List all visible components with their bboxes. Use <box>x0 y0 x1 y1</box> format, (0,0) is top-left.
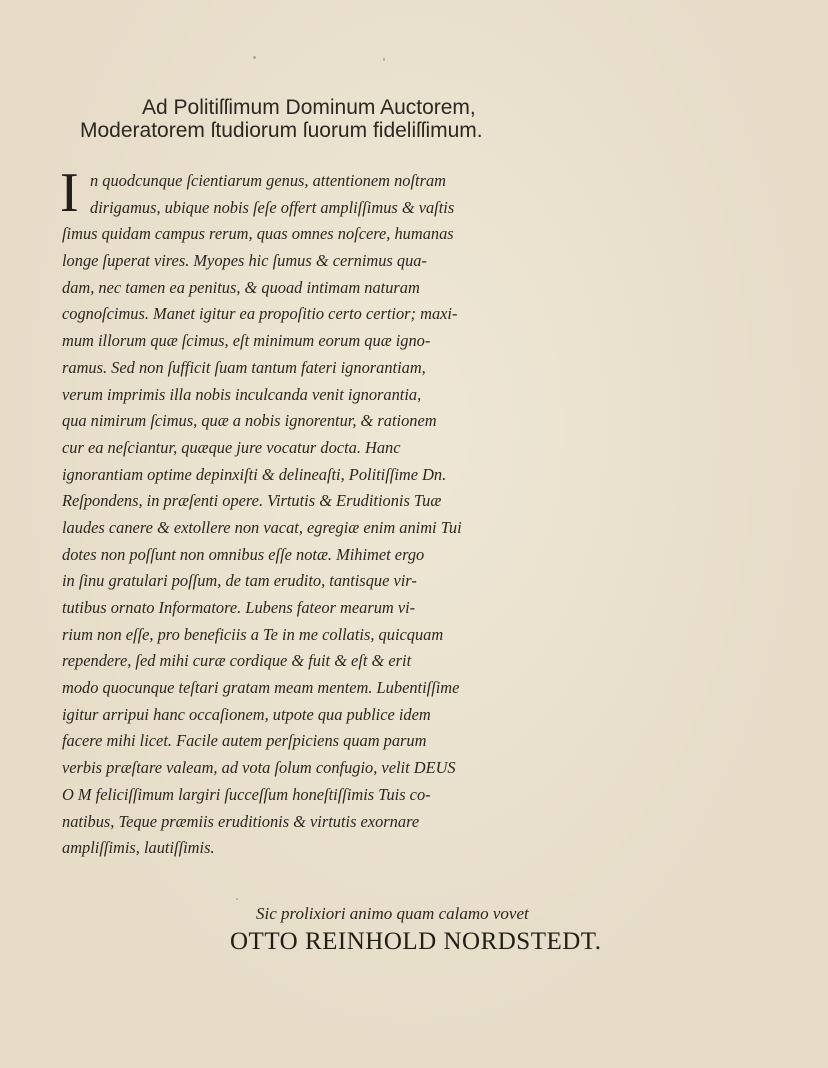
body-line: Reſpondens, in præſenti opere. Virtutis & Eruditionis Tuæ <box>62 491 442 511</box>
body-line: ignorantiam optime depinxiſti & delineaſti, Politiſſime Dn. <box>62 464 447 484</box>
body-line: O M feliciſſimum largiri ſucceſſum honeſtiſſimis Tuis co- <box>62 784 431 804</box>
body-line: verum imprimis illa nobis inculcanda venit ignorantia, <box>62 384 422 404</box>
body-line: n quodcunque ſcientiarum genus, attentionem noſtram <box>90 171 446 190</box>
body-line: ſimus quidam campus rerum, quas omnes noſcere, humanas <box>62 224 454 244</box>
body-line: igitur arripui hanc occaſionem, utpote qua publice idem <box>62 704 431 724</box>
body-line: ampliſſimis, lautiſſimis. <box>62 838 215 858</box>
closing-line: Sic prolixiori animo quam calamo vovet <box>256 904 529 923</box>
body-line: dam, nec tamen ea penitus, & quoad intimam naturam <box>62 277 420 297</box>
author-signature: OTTO REINHOLD NORDSTEDT. <box>230 928 602 955</box>
body-line: dirigamus, ubique nobis ſeſe offert ampliſſimus & vaſtis <box>90 197 455 217</box>
drop-cap: I <box>60 162 79 224</box>
body-line: mum illorum quæ ſcimus, eſt minimum eorum quæ igno- <box>62 331 431 351</box>
body-line: ramus. Sed non ſufficit ſuam tantum fateri ignorantiam, <box>62 357 426 377</box>
body-line: natibus, Teque præmiis eruditionis & virtutis exornare <box>62 811 420 831</box>
body-line: cognoſcimus. Manet igitur ea propoſitio certo certior; maxi- <box>62 304 458 324</box>
paper-speck <box>253 56 256 59</box>
paper-speck <box>383 58 385 61</box>
body-line: facere mihi licet. Facile autem perſpiciens quam parum <box>62 731 427 751</box>
body-line: cur ea neſciantur, quæque jure vocatur docta. Hanc <box>62 437 401 457</box>
body-line: verbis præſtare valeam, ad vota ſolum confugio, velit DEUS <box>62 758 456 778</box>
dedication-heading <box>80 96 760 142</box>
body-line: laudes canere & extollere non vacat, egregiæ enim animi Tui <box>62 517 462 537</box>
dedication-body <box>60 162 777 862</box>
body-line: rependere, ſed mihi curæ cordique & fuit & eſt & erit <box>62 651 412 671</box>
body-line: rium non eſſe, pro beneficiis a Te in me collatis, quicquam <box>62 624 444 644</box>
body-line: modo quocunque teſtari gratam meam mentem. Lubentiſſime <box>62 678 460 698</box>
body-line: in ſinu gratulari poſſum, de tam erudito, tantisque vir- <box>62 571 417 591</box>
body-line: qua nimirum ſcimus, quæ a nobis ignorentur, & rationem <box>62 411 437 431</box>
heading-line-2: Moderatorem ſtudiorum ſuorum fideliſſimum. <box>80 119 483 142</box>
body-line: dotes non poſſunt non omnibus eſſe notæ. Mihimet ergo <box>62 544 425 564</box>
body-line: tutibus ornato Informatore. Lubens fateor mearum vi- <box>62 598 416 617</box>
paper-speck <box>236 898 238 900</box>
body-line: longe ſuperat vires. Myopes hic ſumus & cernimus qua- <box>62 251 427 271</box>
heading-line-1: Ad Politiſſimum Dominum Auctorem, <box>142 96 476 119</box>
